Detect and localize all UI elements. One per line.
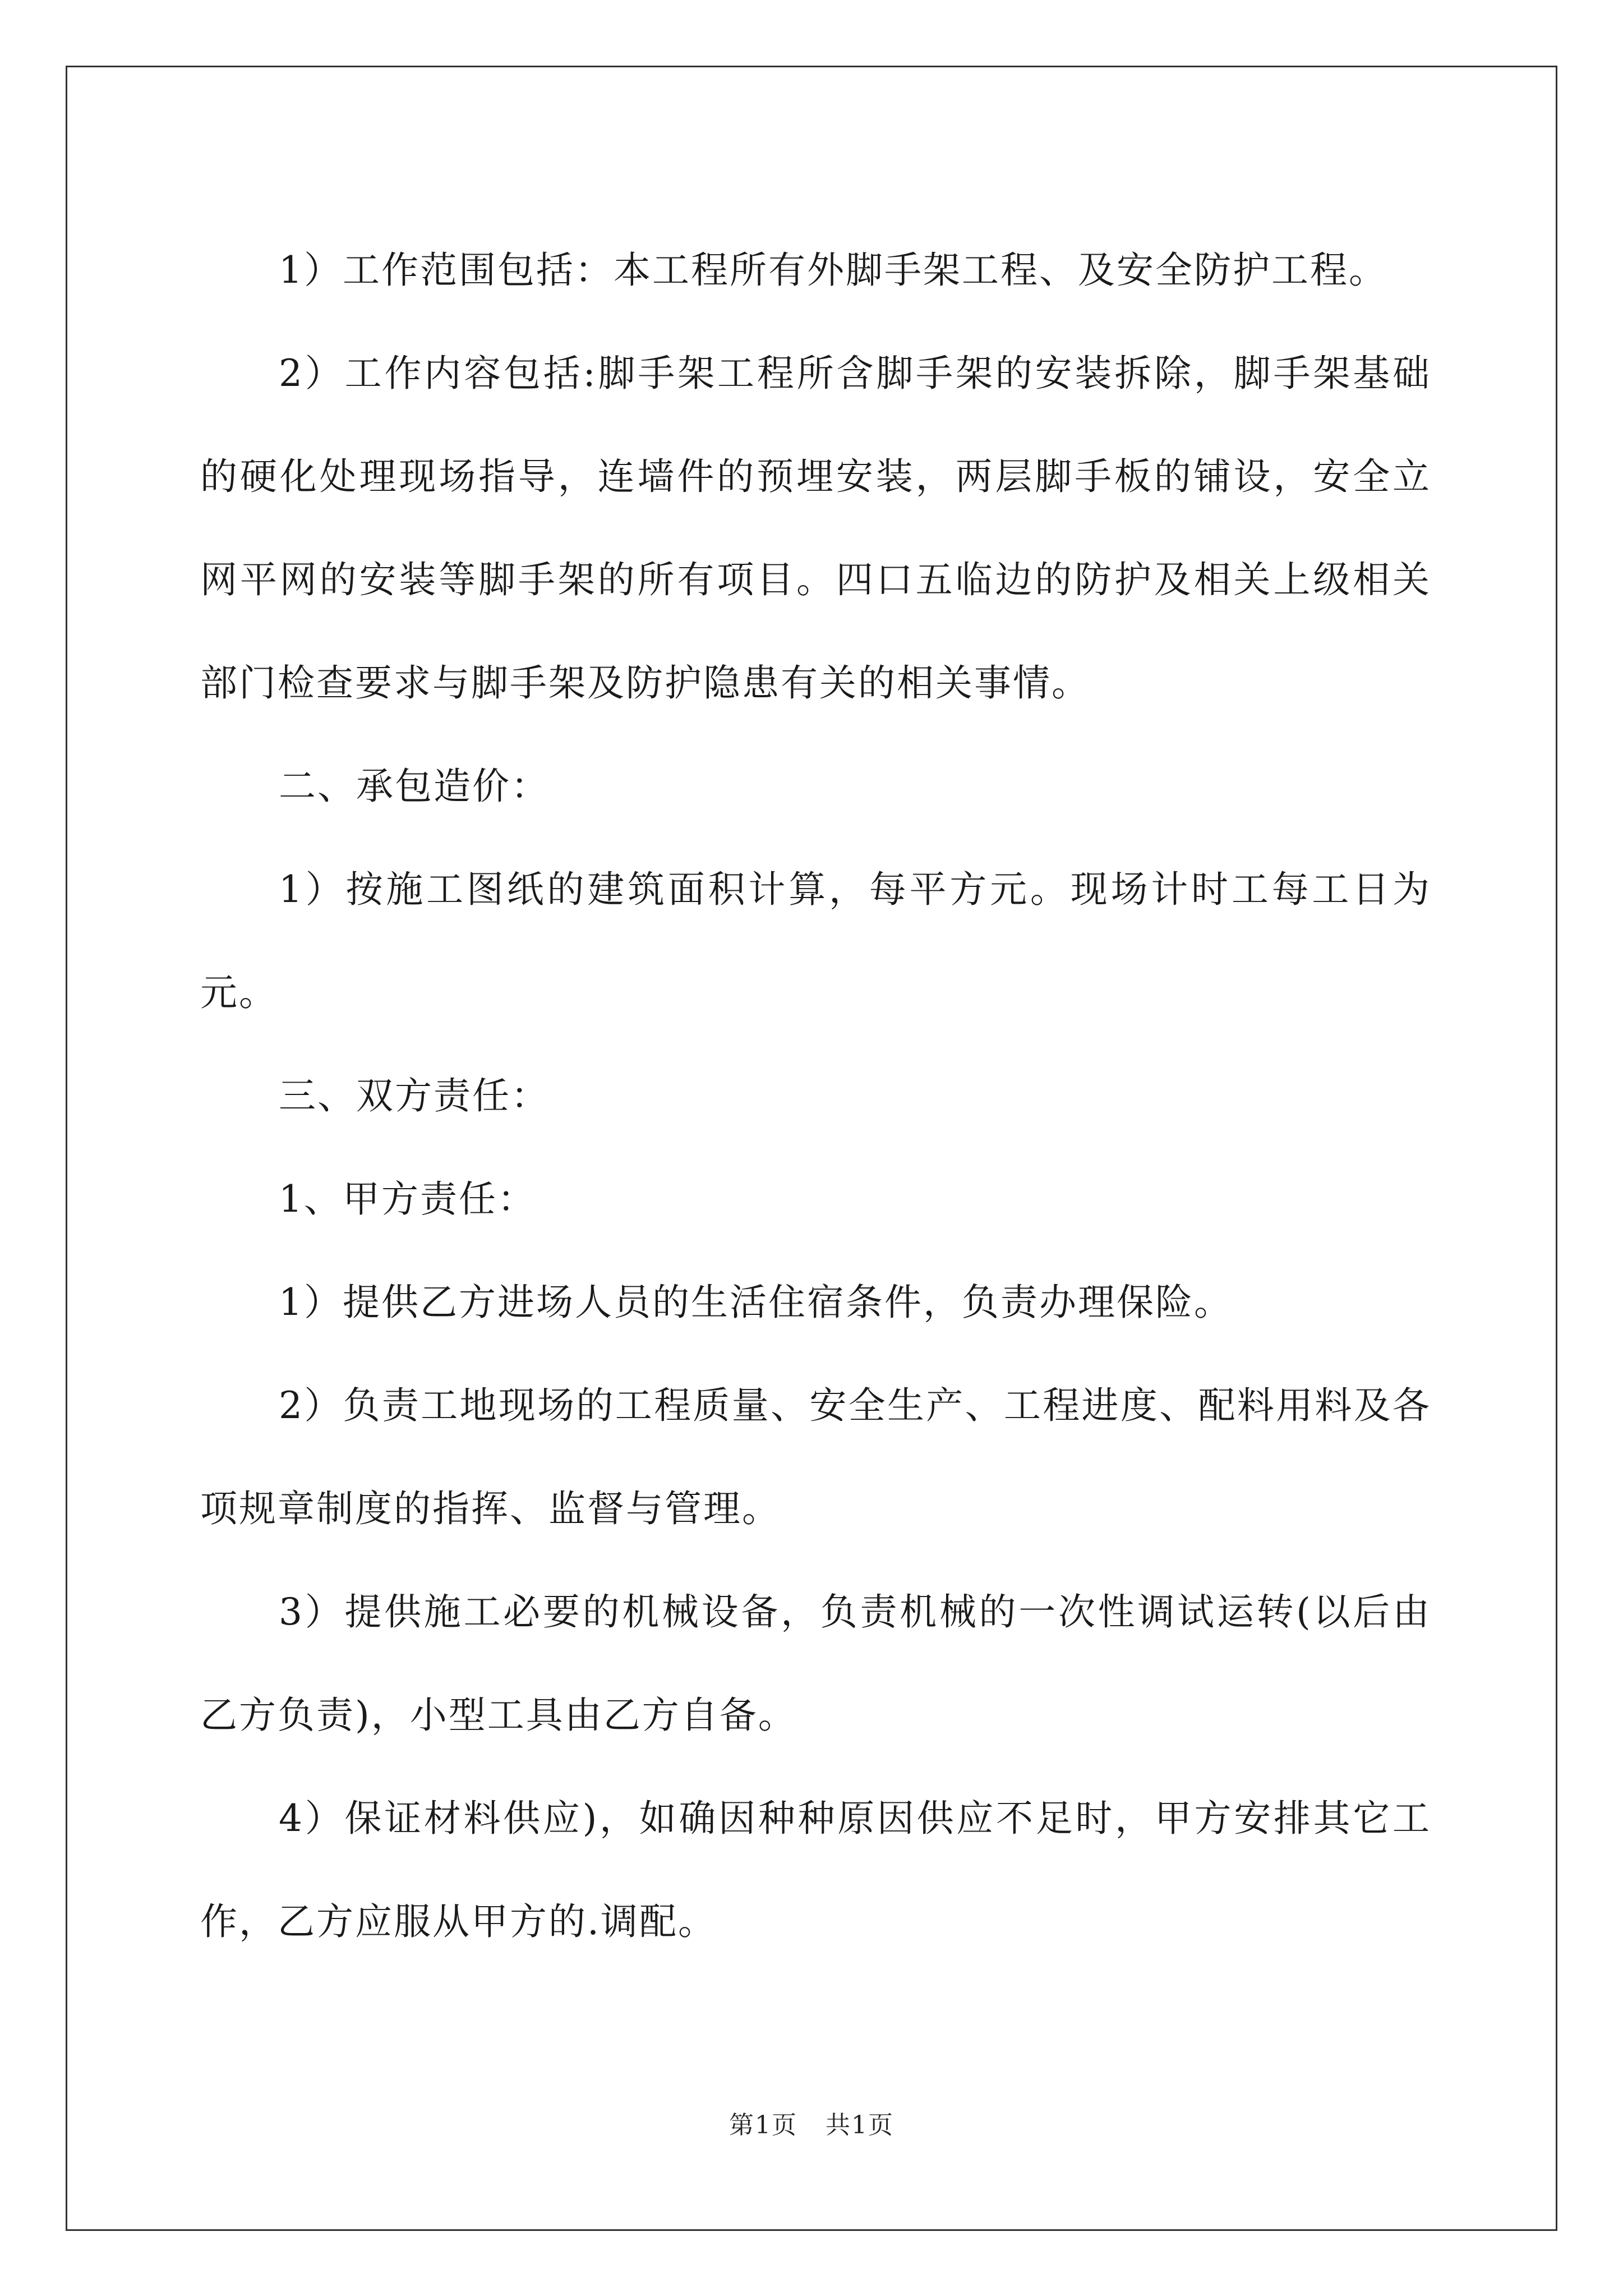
page-footer [0, 2105, 1623, 2141]
paragraph-work-scope: 1）工作范围包括：本工程所有外脚手架工程、及安全防护工程。 [279, 249, 1387, 292]
page-total: 共1页 [826, 2111, 894, 2139]
document-body [200, 219, 1431, 1973]
paragraph-party-a-item-3: 3）提供施工必要的机械设备，负责机械的一次性调试运转(以后由乙方负责)，小型工具由乙方自备。 [200, 1590, 1431, 1737]
paragraph-party-a-item-4: 4）保证材料供应)，如确因种种原因供应不足时，甲方安排其它工作，乙方应服从甲方的.调配。 [200, 1797, 1431, 1943]
heading-party-a-responsibilities: 1、甲方责任： [279, 1177, 536, 1221]
paragraph-party-a-item-2: 2）负责工地现场的工程质量、安全生产、工程进度、配料用料及各项规章制度的指挥、监督与管理。 [200, 1384, 1431, 1530]
paragraph-price-calculation: 1）按施工图纸的建筑面积计算，每平方元。现场计时工每工日为元。 [200, 868, 1431, 1014]
paragraph-work-content: 2）工作内容包括:脚手架工程所含脚手架的安装拆除，脚手架基础的硬化处理现场指导，连墙件的预埋安装，两层脚手板的铺设，安全立网平网的安装等脚手架的所有项目。四口五临边的防护及相关上级相关部门检查要求与脚手架及防护隐患有关的相关事情。 [200, 352, 1431, 705]
paragraph-party-a-item-1: 1）提供乙方进场人员的生活住宿条件，负责办理保险。 [279, 1281, 1233, 1324]
page-number: 第1页 [729, 2111, 797, 2139]
heading-responsibilities: 三、双方责任： [279, 1074, 550, 1117]
heading-contract-price: 二、承包造价： [279, 765, 550, 808]
